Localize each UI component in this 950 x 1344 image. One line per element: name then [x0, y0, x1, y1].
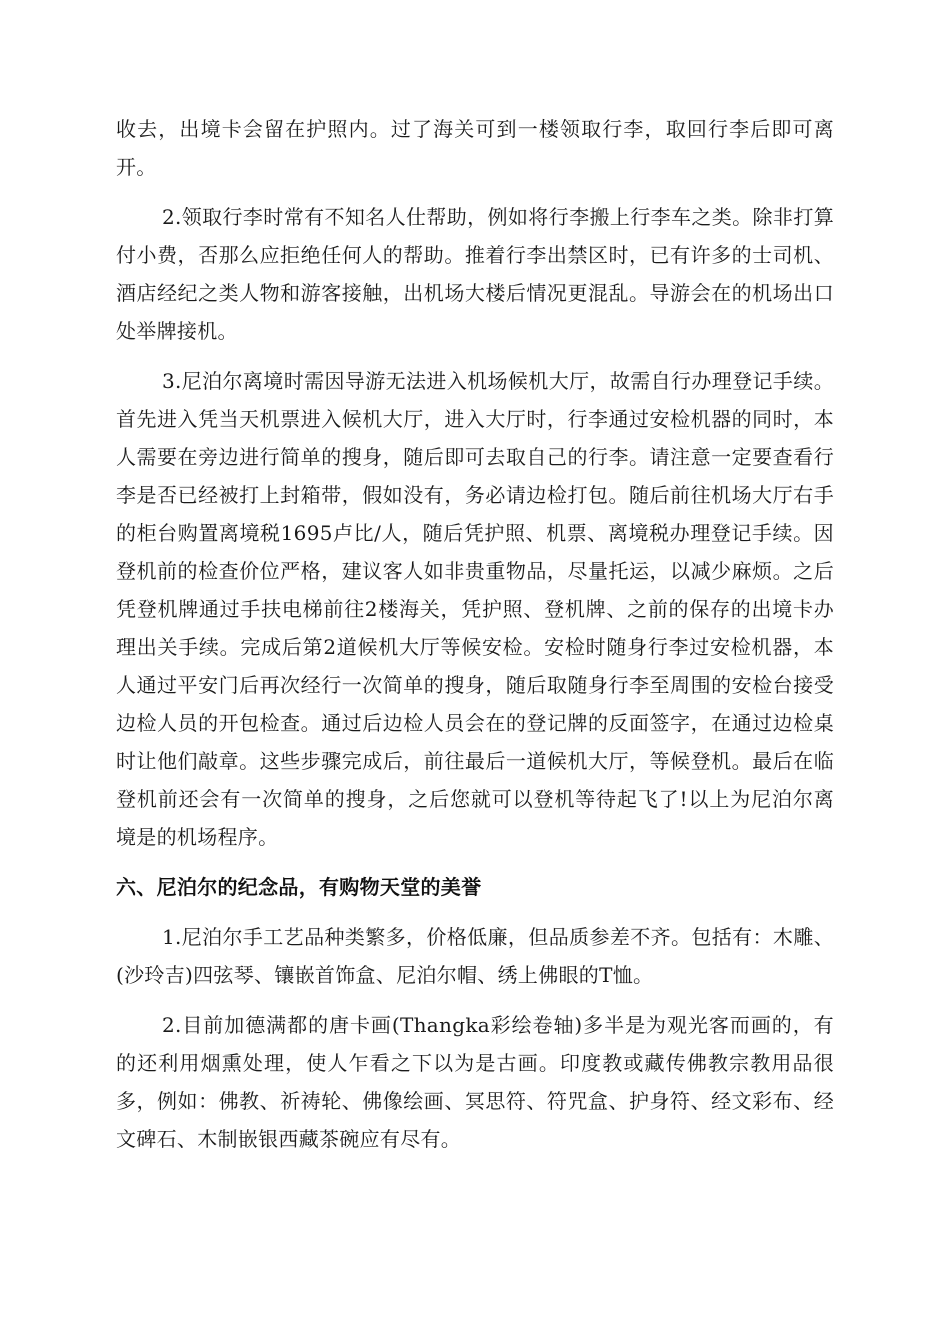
section-heading-souvenirs: 六、尼泊尔的纪念品，有购物天堂的美誉	[116, 875, 482, 899]
paragraph-handicrafts: 1.尼泊尔手工艺品种类繁多，价格低廉，但品质参差不齐。包括有：木雕、(沙玲吉)四弦琴、镶嵌首饰盒、尼泊尔帽、绣上佛眼的T恤。	[116, 925, 834, 987]
paragraph-departure-procedure: 3.尼泊尔离境时需因导游无法进入机场候机大厅，故需自行办理登记手续。首先进入凭当天机票进入候机大厅，进入大厅时，行李通过安检机器的同时，本人需要在旁边进行简单的搜身，随后即可去取自己的行李。请注意一定要查看行李是否已经被打上封箱带，假如没有，务必请边检打包。随后前往机场大厅右手的柜台购置离境税1695卢比/人，随后凭护照、机票、离境税办理登记手续。因登机前的检查价位严格，建议客人如非贵重物品，尽量托运，以减少麻烦。之后凭登机牌通过手扶电梯前往2楼海关，凭护照、登机牌、之前的保存的出境卡办理出关手续。完成后第2道候机大厅等候安检。安检时随身行李过安检机器，本人通过平安门后再次经行一次简单的搜身，随后取随身行李至周围的安检台接受边检人员的开包检查。通过后边检人员会在的登记牌的反面签字，在通过边检桌时让他们敲章。这些步骤完成后，前往最后一道候机大厅，等候登机。最后在临登机前还会有一次简单的搜身，之后您就可以登机等待起飞了!以上为尼泊尔离境是的机场程序。	[116, 369, 834, 849]
paragraph-luggage-help: 2.领取行李时常有不知名人仕帮助，例如将行李搬上行李车之类。除非打算付小费，否那么应拒绝任何人的帮助。推着行李出禁区时，已有许多的士司机、酒店经纪之类人物和游客接触，出机场大楼后情况更混乱。导游会在的机场出口处举牌接机。	[116, 205, 834, 343]
document-body	[116, 110, 834, 1158]
paragraph-thangka: 2.目前加德满都的唐卡画(Thangka彩绘卷轴)多半是为观光客而画的，有的还利用烟熏处理，使人乍看之下以为是古画。印度教或藏传佛教宗教用品很多，例如：佛教、祈祷轮、佛像绘画、冥思符、符咒盒、护身符、经文彩布、经文碑石、木制嵌银西藏茶碗应有尽有。	[116, 1013, 834, 1151]
paragraph-arrival-continued: 收去，出境卡会留在护照内。过了海关可到一楼领取行李，取回行李后即可离开。	[116, 117, 834, 179]
